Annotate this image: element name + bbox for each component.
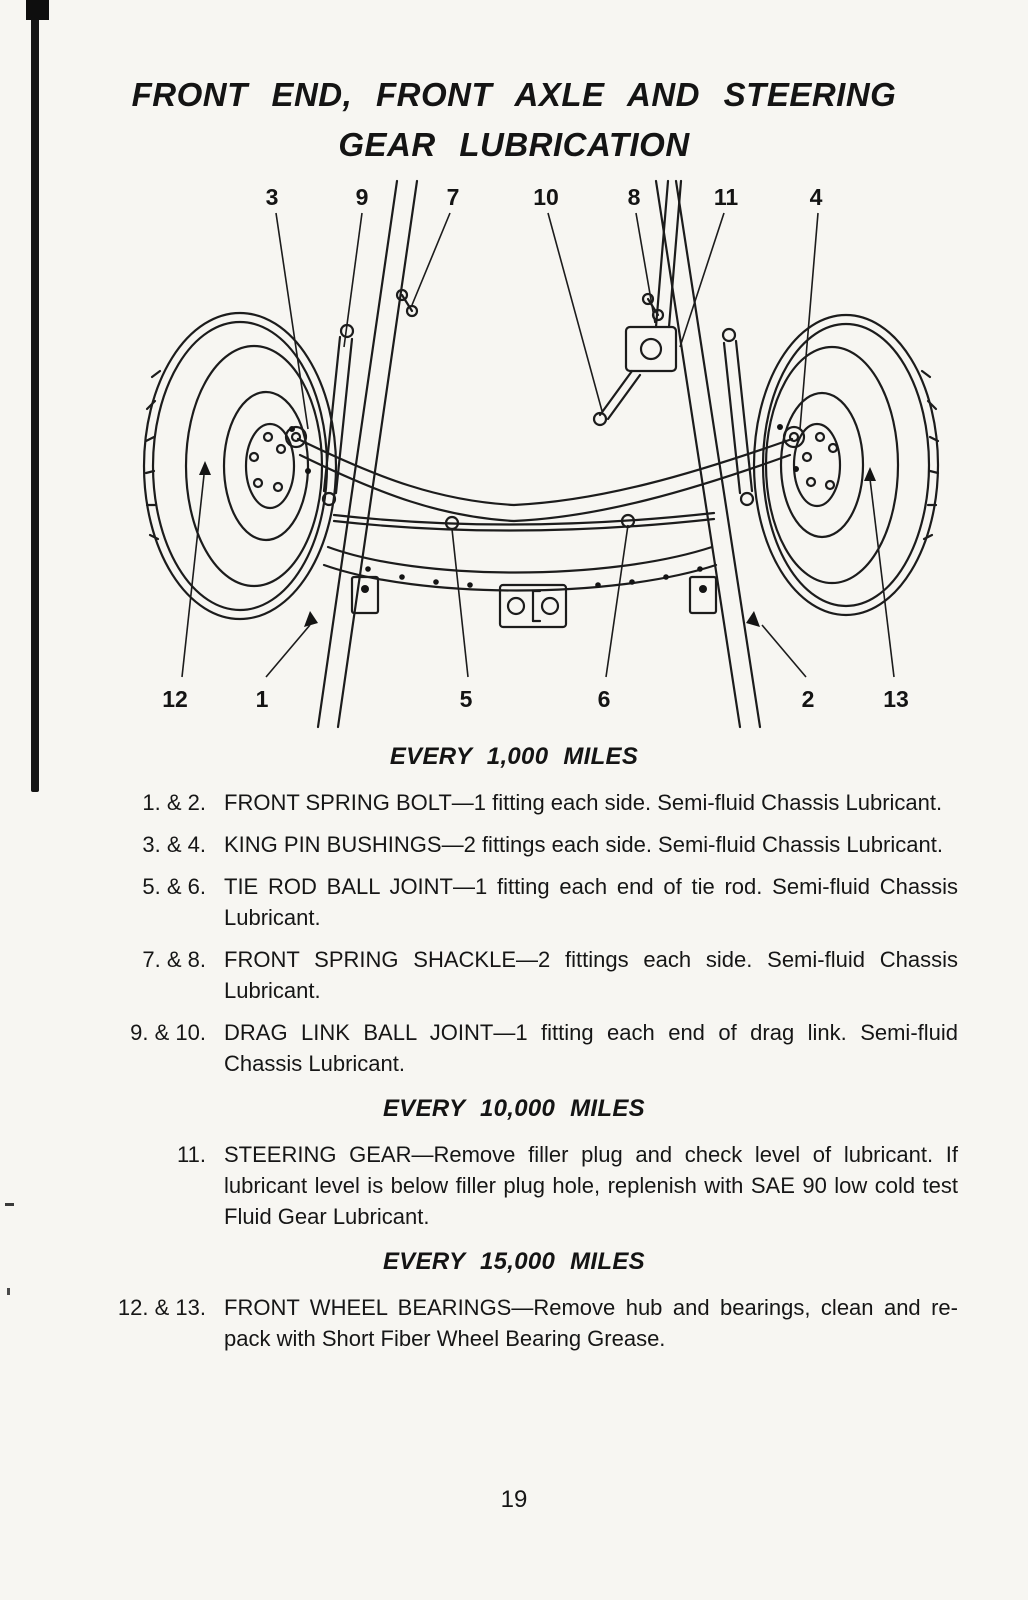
diagram-callout: 10 (533, 184, 559, 210)
lube-item (100, 1139, 958, 1232)
diagram-callout: 9 (355, 184, 369, 210)
title-line-1: FRONT END, FRONT AXLE AND STEERING (131, 76, 897, 113)
lube-item (100, 1017, 958, 1079)
item-text: TIE ROD BALL JOINT—1 fitting each end of tie rod. Semi-fluid Chassis Lubricant. (224, 874, 958, 930)
diagram-callout: 6 (597, 686, 611, 712)
item-text: STEERING GEAR—Remove filler plug and check level of lubricant. If lubricant level is below filler plug hole, replenish with SAE 90 low cold test Fluid Gear Lubricant. (224, 1142, 958, 1229)
item-text: FRONT WHEEL BEARINGS—Remove hub and bearings, clean and re-pack with Short Fiber Wheel Bearing Grease. (224, 1295, 958, 1351)
diagram-callout: 7 (446, 184, 460, 210)
item-text: FRONT SPRING SHACKLE—2 fittings each side. Semi-fluid Chassis Lubricant. (224, 947, 958, 1003)
diagram-callout: 13 (883, 686, 909, 712)
lube-item (100, 829, 958, 860)
section-heading-1000-miles: EVERY 1,000 MILES (389, 743, 639, 770)
title-line-2: GEAR LUBRICATION (338, 125, 690, 163)
lubrication-diagram (0, 179, 1028, 739)
item-number: 9. & 10. (130, 1020, 206, 1045)
diagram-callout: 4 (809, 184, 823, 210)
scan-artifact (7, 1288, 10, 1295)
right-shock (723, 329, 753, 505)
diagram-container (0, 179, 1028, 739)
arrow-icon (199, 461, 211, 475)
diagram-callout: 3 (265, 184, 279, 210)
section-heading-10000-miles: EVERY 10,000 MILES (383, 1095, 645, 1122)
lube-item (100, 944, 958, 1006)
section-heading-15000-miles: EVERY 15,000 MILES (383, 1248, 645, 1275)
scan-artifact (5, 1203, 14, 1206)
item-number: 7. & 8. (142, 947, 206, 972)
item-text: DRAG LINK BALL JOINT—1 fitting each end of drag link. Semi-fluid Chassis Lubricant. (224, 1020, 958, 1076)
item-number: 3. & 4. (142, 832, 206, 857)
left-tire (144, 313, 336, 619)
diagram-callout: 2 (801, 686, 815, 712)
item-number: 12. & 13. (117, 1295, 206, 1320)
item-text: KING PIN BUSHINGS—2 fittings each side. Semi-fluid Chassis Lubricant. (224, 832, 943, 857)
lube-item (100, 1292, 958, 1354)
diagram-callout: 5 (459, 686, 473, 712)
lube-item (100, 871, 958, 933)
item-text: FRONT SPRING BOLT—1 fitting each side. Semi-fluid Chassis Lubricant. (224, 790, 943, 815)
diagram-callout: 1 (255, 686, 269, 712)
scan-artifact (26, 0, 49, 20)
lube-item (100, 787, 958, 818)
frame-rail-left (318, 181, 417, 727)
item-number: 5. & 6. (142, 874, 206, 899)
arrow-icon (746, 611, 760, 627)
scan-binding-bar (31, 0, 39, 792)
diagram-callout: 12 (162, 686, 188, 712)
tie-rod (334, 513, 714, 531)
arrow-icon (864, 467, 876, 481)
page-number: 19 (500, 1486, 528, 1513)
right-tire (754, 315, 938, 615)
arrow-icon (304, 611, 318, 627)
diagram-callout: 8 (627, 184, 641, 210)
item-number: 1. & 2. (142, 790, 206, 815)
item-number: 11. (177, 1142, 206, 1167)
page-title (0, 0, 1028, 169)
diagram-callout: 11 (713, 184, 739, 210)
drag-link (594, 371, 640, 425)
